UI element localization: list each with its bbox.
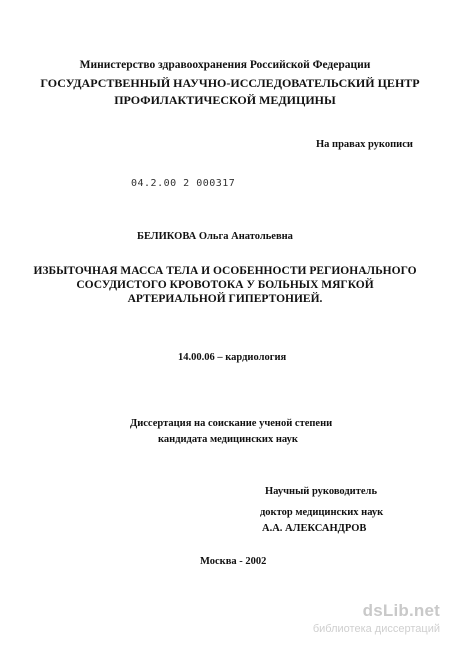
city-year: Москва - 2002 [200,556,267,567]
registration-number: 04.2.00 2 000317 [131,178,236,189]
author-name: БЕЛИКОВА Ольга Анатольевна [137,231,293,242]
dissertation-line-1: Диссертация на соискание ученой степени [130,418,333,429]
watermark-logo: dsLib.net [362,601,440,620]
dslib-watermark [313,602,440,636]
supervisor-name: А.А. АЛЕКСАНДРОВ [262,523,367,534]
institution-line-2: ПРОФИЛАКТИЧЕСКОЙ МЕДИЦИНЫ [114,93,336,107]
dissertation-line-2: кандидата медицинских наук [158,434,298,445]
thesis-title-line-3: АРТЕРИАЛЬНОЙ ГИПЕРТОНИЕЙ. [127,293,323,305]
supervisor-degree: доктор медицинских наук [260,507,384,518]
institution-line-1: ГОСУДАРСТВЕННЫЙ НАУЧНО-ИССЛЕДОВАТЕЛЬСКИЙ ЦЕНТР [40,76,420,90]
watermark-subtitle: библиотека диссертаций [312,623,440,635]
specialty-code: 14.00.06 – кардиология [178,352,287,363]
supervisor-role: Научный руководитель [265,486,377,497]
ministry-line: Министерство здравоохранения Российской Федерации [79,59,371,71]
thesis-title-line-1: ИЗБЫТОЧНАЯ МАССА ТЕЛА И ОСОБЕННОСТИ РЕГИОНАЛЬНОГО [33,265,417,277]
thesis-title-line-2: СОСУДИСТОГО КРОВОТОКА У БОЛЬНЫХ МЯГКОЙ [76,279,374,291]
rights-note: На правах рукописи [316,139,413,150]
